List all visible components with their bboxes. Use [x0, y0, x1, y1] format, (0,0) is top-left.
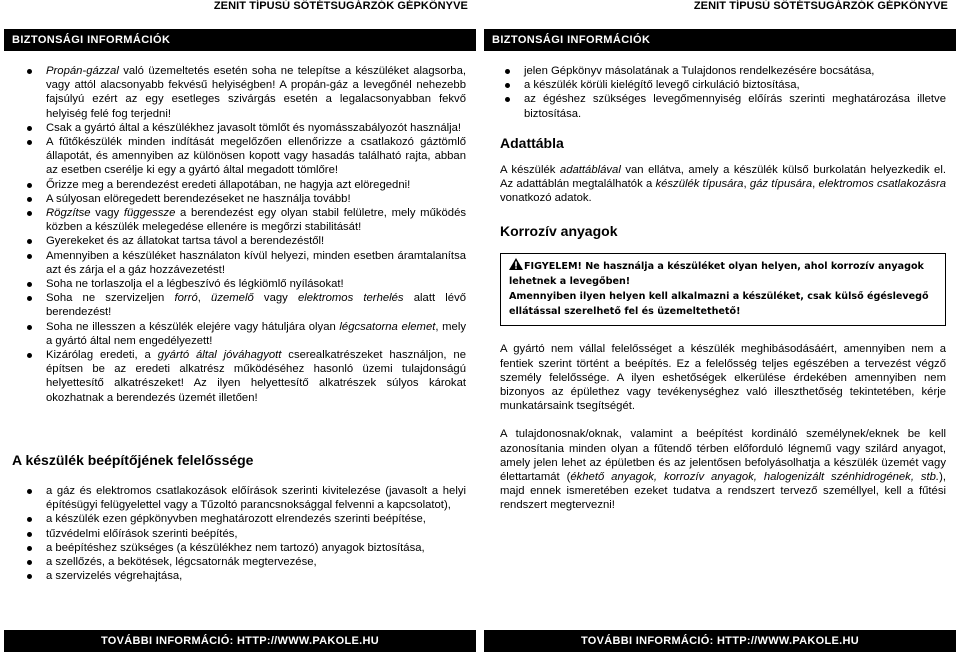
warning-triangle-icon	[509, 258, 523, 270]
duties-list	[22, 484, 466, 583]
right-content	[500, 64, 946, 513]
list-item: a beépítéshez szükséges (a készülékhez nem tartozó) anyagok biztosítása,	[22, 541, 466, 555]
list-item: Soha ne torlaszolja el a légbeszívó és légkiömlő nyílásokat!	[22, 277, 466, 291]
safety-list	[22, 64, 466, 405]
footer-band: TOVÁBBI INFORMÁCIÓ: HTTP://WWW.PAKOLE.HU	[484, 630, 956, 652]
installer-duties	[22, 484, 466, 583]
left-content	[22, 64, 466, 405]
korroziv-heading: Korrozív anyagok	[500, 223, 618, 240]
right-page	[480, 0, 960, 652]
list-item: a gáz és elektromos csatlakozások előírások szerinti kivitelezése (javasolt a helyi építésügyi felügyelettel vagy a Tűzoltó parancsnoksággal felvenni a kapcsolatot),	[22, 484, 466, 512]
list-item: Kizárólag eredeti, a gyártó által jóváhagyott cserealkatrészeket használjon, ne építsen be az eredeti alkatrész működéséhez hasonló üzemi tulajdonságú helyettesítő alkatrészeket! Az ilyen helyettesítő alkatrészek súlyos károkat okozhatnak a berendezés üzemét illetően!	[22, 348, 466, 405]
list-item: Amennyiben a készüléket használaton kívül helyezi, minden esetben áramtalanítsa azt és zárja el a gáz hozzávezetést!	[22, 249, 466, 277]
adattabla-paragraph: A készülék adattáblával van ellátva, amely a készülék külső burkolatán helyezkedik el. Az adattáblán megtalálhatók a készülék típusára, gáz típusára, elektromos csatlakozásra vonatkozó adatok.	[500, 163, 947, 205]
list-item: Gyerekeket és az állatokat tartsa távol a berendezéstől!	[22, 234, 466, 248]
list-item: az égéshez szükséges levegőmennyiség előírás szerinti meghatározása illetve biztosítása.	[500, 92, 946, 120]
list-item: a készülék ezen gépkönyvben meghatározott elrendezés szerinti beépítése,	[22, 512, 466, 526]
liability-paragraph: A gyártó nem vállal felelősséget a készülék meghibásodásáért, amennyiben nem a fentiek szerint történt a beépítés. Ez a felelősség teljes egészében a tervezést végző személy felelőssége. A ilyen eshetőségek elkerülése érdekében amennyiben nem bizonyos az épülethez vagy tevékenységhez való illeszthetőség tekintetében, kérje munkatársaink tsegítségét.	[500, 343, 946, 413]
list-item: Propán-gázzal való üzemeltetés esetén soha ne telepítse a készüléket alagsorba, vagy attól alacsonyabb fekvésű helyiségben! A propán-gáz a levegőnél nehezebb fajsúlyú ezért az egy esetleges szivárgás esetén a legalacsonyabban fekvő helyiség felé fog terjedni!	[22, 64, 466, 121]
owner-paragraph: A tulajdonosnak/oknak, valamint a beépítést kordináló személynek/eknek be kell azonosítania minden olyan a fűtendő térben előforduló légnemű vagy szilárd anyagot, amely jelen lehet az épületben és az jelentősen befolyásolhatja a készülék üzemét vagy élettartamát (ékhető anyagok, korrozív anyagok, halogenizált szénhidrogének, stb.), majd ennek ismeretében ezeket tudatva a rendszert tervező személlyel, kell a fűtési rendszert megtervezni!	[500, 428, 946, 512]
list-item: a készülék körüli kielégítő levegő cirkuláció biztosítása,	[500, 78, 946, 92]
warning-label: FIGYELEM!	[524, 261, 582, 273]
running-header: ZENIT TÍPUSÚ SÖTÉTSUGÁRZÓK GÉPKÖNYVE	[693, 0, 948, 12]
list-item: A súlyosan elöregedett berendezéseket ne használja tovább!	[22, 192, 466, 206]
owner-duties-list	[500, 64, 946, 121]
installer-responsibility-heading: A készülék beépítőjének felelőssége	[12, 452, 254, 468]
list-item: a szervizelés végrehajtása,	[22, 569, 466, 583]
list-item: Soha ne szervizeljen forró, üzemelő vagy elektromos terhelés alatt lévő berendezést!	[22, 291, 466, 319]
running-header: ZENIT TÍPUSÚ SÖTÉTSUGÁRZÓK GÉPKÖNYVE	[213, 0, 468, 12]
section-band: BIZTONSÁGI INFORMÁCIÓK	[484, 29, 956, 51]
warning-box: FIGYELEM! Ne használja a készüléket olyan helyen, ahol korrozív anyagok lehetnek a levegőben! Amennyiben ilyen helyen kell alkalmazni a készüléket, csak külső égéslevegő ellátással szerelhető fel és üzemeltethető!	[500, 253, 946, 326]
list-item: tűzvédelmi előírások szerinti beépítés,	[22, 527, 466, 541]
list-item: Csak a gyártó által a készülékhez javasolt tömlőt és nyomásszabályozót használja!	[22, 121, 466, 135]
list-item: Őrizze meg a berendezést eredeti állapotában, ne hagyja azt elöregedni!	[22, 178, 466, 192]
list-item: a szellőzés, a bekötések, légcsatornák megtervezése,	[22, 555, 466, 569]
list-item: jelen Gépkönyv másolatának a Tulajdonos rendelkezésére bocsátása,	[500, 64, 946, 78]
section-band: BIZTONSÁGI INFORMÁCIÓK	[4, 29, 476, 51]
list-item: Soha ne illesszen a készülék elejére vagy hátuljára olyan légcsatorna elemet, mely a gyártó által nem engedélyezett!	[22, 320, 466, 348]
warning-text-2: Amennyiben ilyen helyen kell alkalmazni a készüléket, csak külső égéslevegő ellátással szerelhető fel és üzemeltethető!	[509, 291, 929, 318]
footer-band: TOVÁBBI INFORMÁCIÓ: HTTP://WWW.PAKOLE.HU	[4, 630, 476, 652]
list-item: Rögzítse vagy függessze a berendezést egy olyan stabil felületre, mely működés közben a készülék melegedése ellenére is megőrzi stabilitását!	[22, 206, 466, 234]
list-item: A fűtőkészülék minden indítását megelőzően ellenőrizze a csatlakozó gáztömlő állapotát, és amennyiben az különösen kopott vagy hasadás található rajta, abban az esetben cserélje ki egy a gyártó által megadott tömlőre!	[22, 135, 466, 178]
adattabla-heading: Adattábla	[500, 134, 564, 151]
